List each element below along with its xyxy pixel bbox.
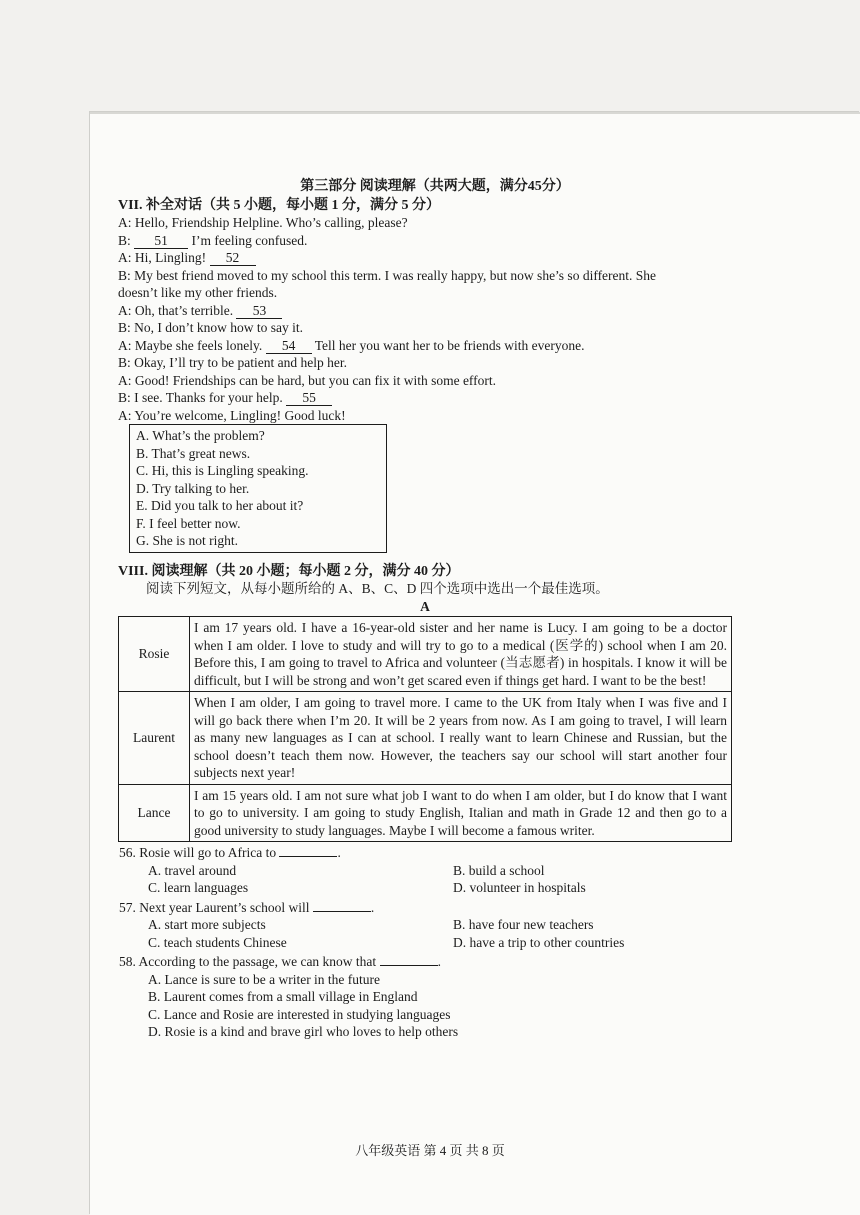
answer-blank: 52 — [210, 251, 256, 266]
dialogue-option: B. That’s great news. — [136, 445, 251, 461]
dialogue-line — [118, 319, 732, 337]
question-options — [118, 862, 732, 897]
answer-option: C. Lance and Rosie are interested in studying languages — [148, 1006, 451, 1022]
dialogue-text: A: Maybe she feels lonely. — [118, 337, 266, 353]
dialogue — [118, 214, 732, 424]
person-name: Lance — [119, 784, 190, 842]
answer-option: A. Lance is sure to be a writer in the future — [148, 971, 381, 987]
dialogue-line — [118, 337, 732, 355]
question-text: 58. According to the passage, we can know that — [119, 954, 380, 969]
page-footer: 八年级英语 第 4 页 共 8 页 — [355, 1143, 505, 1158]
dialogue-text: B: I see. Thanks for your help. — [118, 390, 287, 405]
answer-blank — [279, 844, 337, 857]
dialogue-text: B: Okay, I’ll try to be patient and help her. — [118, 355, 347, 370]
part-title: 第三部分 阅读理解（共两大题，满分45分） — [300, 179, 570, 194]
dialogue-option: A. What’s the problem? — [136, 428, 265, 443]
dialogue-text: A: You’re welcome, Lingling! Good luck! — [118, 407, 346, 423]
dialogue-line — [118, 407, 732, 425]
passage-row — [119, 784, 732, 842]
answer-blank: 53 — [236, 304, 282, 319]
dialogue-line — [118, 284, 732, 302]
dialogue-option: C. Hi, this is Lingling speaking. — [136, 463, 309, 478]
answer-option: B. Laurent comes from a small village in England — [148, 989, 418, 1004]
question-stem — [118, 953, 732, 971]
section7-heading: VII. 补全对话（共 5 小题，每小题 1 分，满分 5 分） — [118, 197, 441, 213]
answer-option: A. travel around — [148, 862, 237, 878]
exam-content — [118, 178, 732, 1041]
answer-option: D. have a trip to other countries — [453, 934, 625, 950]
dialogue-line — [118, 372, 732, 390]
answer-option: A. start more subjects — [148, 917, 266, 932]
person-text: When I am older, I am going to travel more. I came to the UK from Italy when I was five and I will go back there when I’m 20. It will be 2 years from now. As I am going to travel, I will learn as many new languages as I can at school. I really want to learn Chinese and Russian, but the school doesn’t teach them now. However, the teachers say our school will start another four subjects next year! — [190, 692, 732, 785]
question-text: . — [370, 899, 375, 915]
person-name: Laurent — [119, 692, 190, 785]
section8-heading: VIII. 阅读理解（共 20 小题；每小题 2 分，满分 40 分） — [118, 563, 460, 579]
dialogue-option: D. Try talking to her. — [136, 480, 250, 496]
question-options — [118, 971, 732, 1041]
question — [118, 953, 732, 1041]
question — [118, 844, 732, 897]
dialogue-line — [118, 267, 732, 285]
answer-option: D. volunteer in hospitals — [453, 880, 586, 895]
questions — [118, 844, 732, 1041]
dialogue-text: A: Oh, that’s terrible. — [118, 302, 237, 318]
dialogue-line — [118, 354, 732, 372]
person-text: I am 17 years old. I have a 16-year-old sister and her name is Lucy. I am going to be a doctor when I am older. I love to study and will try to go to a medical (医学的) school when I am 20. Before this, I am going to travel to Africa and volunteer (当志愿者) in hospitals. I know it will be difficult, but I will be strong and won’t get scared even if things get hard. I want to be the best! — [190, 617, 732, 692]
dialogue-line — [118, 302, 732, 320]
answer-option: B. have four new teachers — [453, 917, 594, 932]
dialogue-text: B: My best friend moved to my school this term. I was really happy, but now she’s so different. She — [118, 267, 657, 283]
question-options — [118, 916, 732, 951]
dialogue-text: I’m feeling confused. — [188, 232, 308, 248]
passage-row — [119, 692, 732, 785]
dialogue-text: A: Hello, Friendship Helpline. Who’s calling, please? — [118, 215, 408, 230]
question-text: 56. Rosie will go to Africa to — [119, 845, 280, 860]
dialogue-text: doesn’t like my other friends. — [118, 285, 278, 300]
passage-table — [118, 616, 732, 842]
dialogue-option: F. I feel better now. — [136, 515, 241, 531]
dialogue-option: E. Did you talk to her about it? — [136, 498, 304, 513]
dialogue-text: B: — [118, 232, 135, 248]
answer-option: B. build a school — [453, 862, 545, 878]
answer-option: C. learn languages — [148, 880, 249, 895]
dialogue-option: G. She is not right. — [136, 533, 239, 548]
dialogue-text: B: No, I don’t know how to say it. — [118, 320, 303, 335]
dialogue-line — [118, 249, 732, 267]
answer-option: C. teach students Chinese — [148, 934, 287, 950]
section8-instruction: 阅读下列短文，从每小题所给的 A、B、C、D 四个选项中选出一个最佳选项。 — [146, 581, 609, 596]
question-stem — [118, 844, 732, 862]
question — [118, 899, 732, 952]
question-text: . — [437, 954, 441, 969]
dialogue-text: A: Good! Friendships can be hard, but you can fix it with some effort. — [118, 372, 497, 388]
dialogue-text: Tell her you want her to be friends with everyone. — [311, 337, 585, 353]
dialogue-line — [118, 389, 732, 407]
dialogue-text: A: Hi, Lingling! — [118, 250, 210, 265]
dialogue-line — [118, 232, 732, 250]
answer-blank: 54 — [266, 339, 312, 354]
answer-blank — [313, 899, 371, 912]
passage-label: A — [420, 598, 430, 614]
answer-blank: 55 — [286, 391, 332, 406]
answer-blank — [380, 953, 438, 966]
question-text: 57. Next year Laurent’s school will — [119, 899, 313, 915]
dialogue-line — [118, 214, 732, 232]
dialogue-options-box — [129, 424, 387, 553]
passage-row — [119, 617, 732, 692]
person-name: Rosie — [119, 617, 190, 692]
answer-blank: 51 — [134, 234, 188, 249]
question-stem — [118, 899, 732, 917]
question-text: . — [337, 845, 341, 860]
answer-option: D. Rosie is a kind and brave girl who loves to help others — [148, 1024, 459, 1039]
person-text: I am 15 years old. I am not sure what job I want to do when I am older, but I do know that I want to go to university. I am going to study English, Italian and math in Grade 12 and then go to a good university to study languages. Maybe I will become a famous writer. — [190, 784, 732, 842]
